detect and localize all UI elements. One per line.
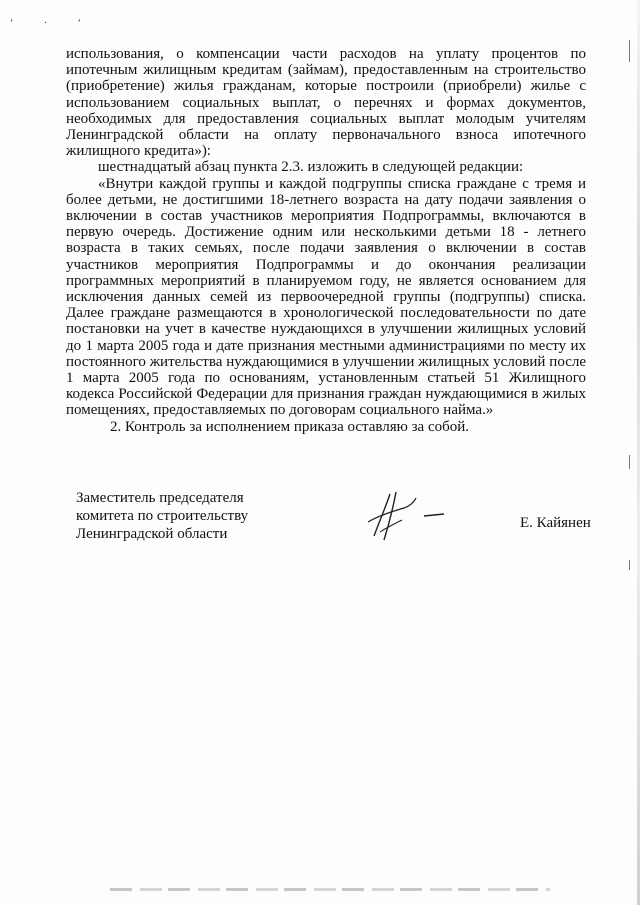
scan-edge-mark <box>629 560 630 570</box>
paragraph-item-2: 2. Контроль за исполнением приказа оставляю за собой. <box>110 418 470 435</box>
signatory-name: Е. Кайянен <box>520 515 591 531</box>
handwritten-signature-icon <box>360 486 450 546</box>
paragraph-instruction: шестнадцатый абзац пункта 2.3. изложить в следующей редакции: <box>98 159 524 176</box>
signatory-title-line: комитета по строительству <box>76 508 249 524</box>
scan-marks: ‘ · ‘ <box>10 18 95 29</box>
signatory-title-line: Ленинградской области <box>76 526 228 542</box>
scan-bleed-through <box>110 888 550 891</box>
scan-edge-mark <box>629 455 630 469</box>
paragraph-quoted-text: «Внутри каждой группы и каждой подгруппы списка граждане с тремя и более детьми, не достигшими 18-летнего возраста на дату подачи заявления о включении в состав участников мероприятия Подпрограммы, включаются в первую очередь. Достижение одним или несколькими детьми 18 - летнего возраста в таких семьях, после подачи заявления о включении в состав участников мероприятия Подпрограммы и до окончания реализации программных мероприятий в планируемом году, не является основанием для исключения данных семей из первоочередной группы (подгруппы) списка. Далее граждане размещаются в хронологической последовательности по дате постановки на учет в качестве нуждающихся в улучшении жилищных условий до 1 марта 2005 года и дате признания местными администрациями по месту их постоянного жительства нуждающимися в улучшении жилищных условий после 1 марта 2005 года по основаниям, установленным статьей 51 Жилищного кодекса Российской Федерации для признания граждан нуждающимися в жилых помещениях, предоставляемых по договорам социального найма.» <box>66 175 586 419</box>
document-body <box>66 46 586 435</box>
paragraph-continuation: использования, о компенсации части расходов на уплату процентов по ипотечным жилищным кредитам (займам), предоставленным на строительство (приобретение) жилья гражданам, которые построили (приобрели) жилье с использованием социальных выплат, о перечнях и формах документов, необходимых для предоставления социальных выплат молодым учителям Ленинградской области на оплату первоначального взноса ипотечного жилищного кредита»): <box>66 46 586 160</box>
signatory-title-line: Заместитель председателя <box>76 490 244 506</box>
signatory-title <box>76 489 248 543</box>
scan-edge-mark <box>629 40 630 62</box>
